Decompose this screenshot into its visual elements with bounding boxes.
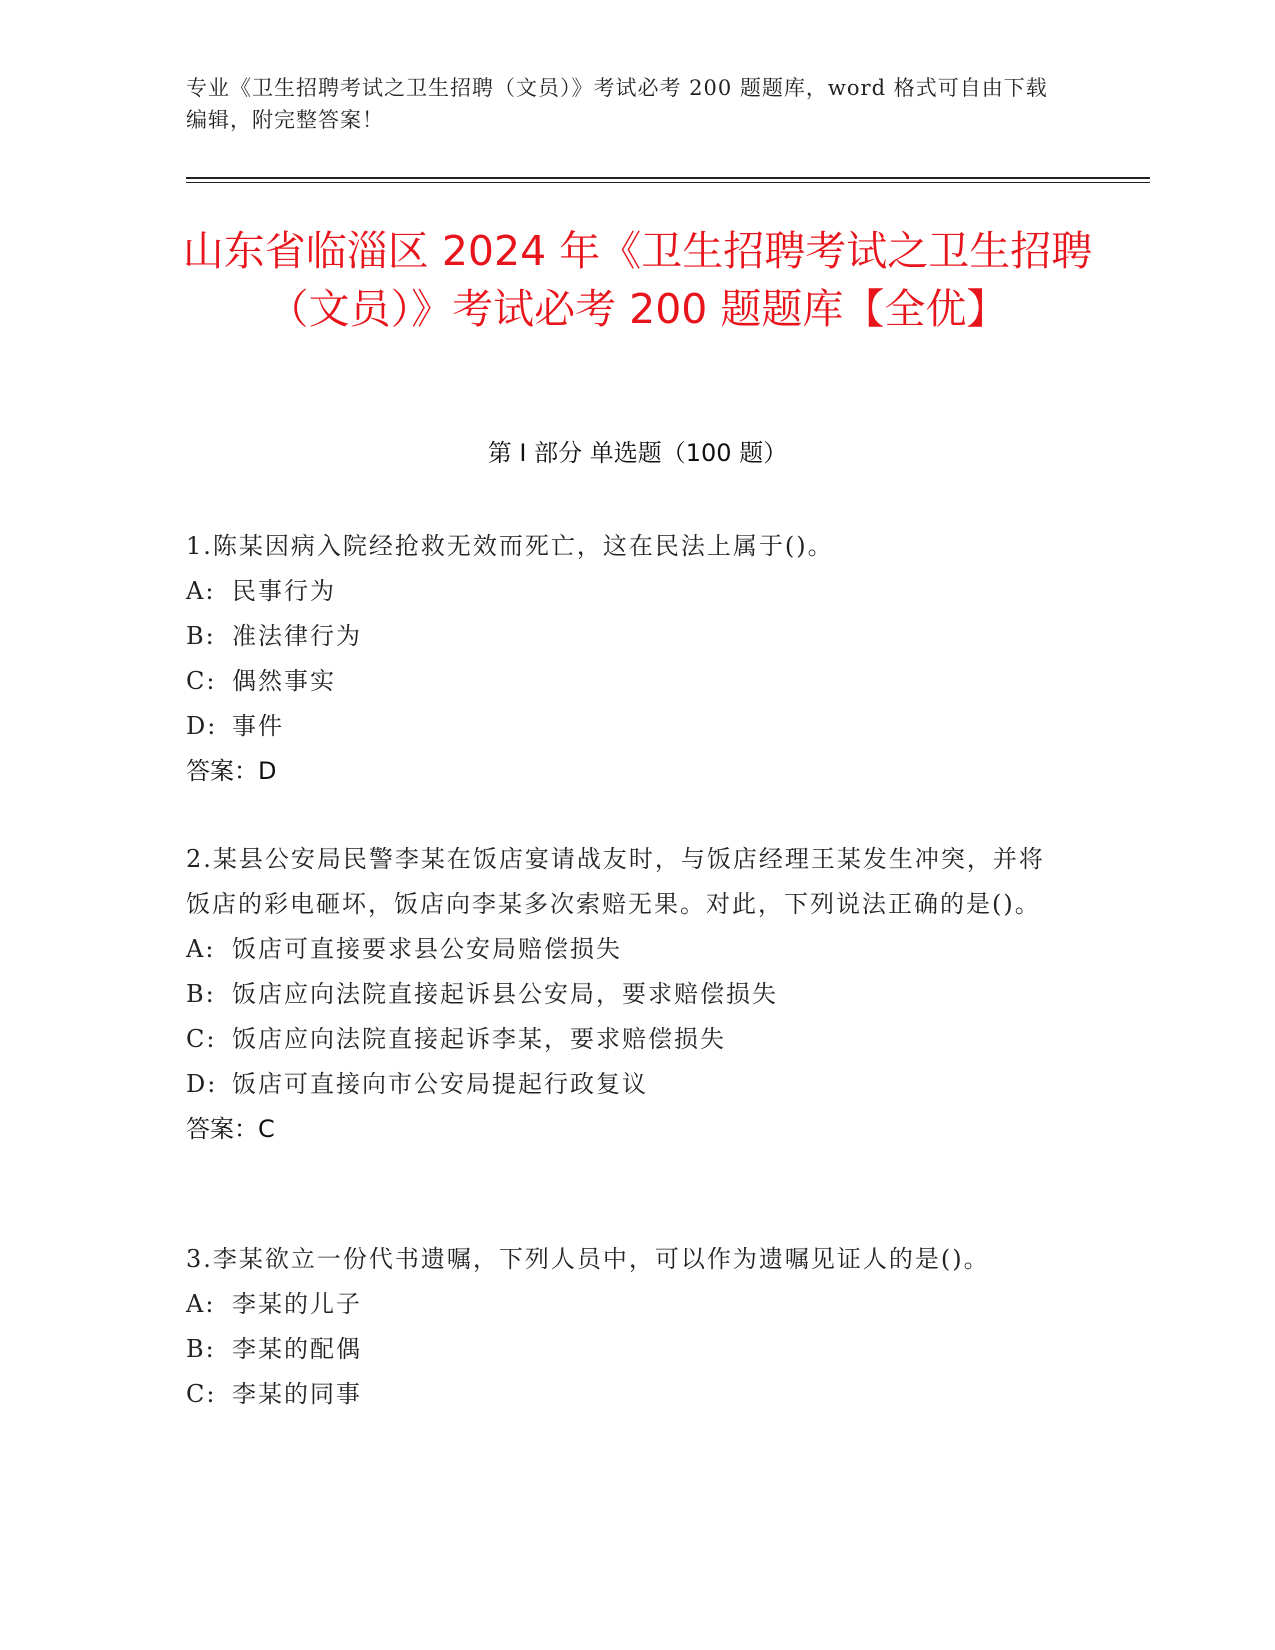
option-text: 饭店可直接要求县公安局赔偿损失 (232, 935, 622, 963)
question-option-c (186, 1017, 1066, 1062)
header-note: 专业《卫生招聘考试之卫生招聘（文员）》考试必考 200 题题库，word 格式可自由下载编辑，附完整答案！ (186, 76, 1048, 132)
question-option-a (186, 927, 1066, 972)
option-key: B: (186, 980, 216, 1008)
section-heading: 第 I 部分 单选题（100 题） (487, 439, 788, 467)
option-text: 准法律行为 (232, 622, 362, 650)
header-divider-thick (186, 177, 1150, 179)
option-text: 李某的儿子 (232, 1290, 362, 1318)
question-option-b (186, 1327, 1066, 1372)
question-option-c (186, 1372, 1066, 1417)
option-text: 李某的同事 (232, 1380, 362, 1408)
question-answer: 答案：C (186, 1115, 275, 1143)
header-divider-thin (186, 182, 1150, 183)
document-title: 山东省临淄区 2024 年《卫生招聘考试之卫生招聘（文员）》考试必考 200 题题库【全优】 (182, 227, 1093, 333)
option-text: 饭店可直接向市公安局提起行政复议 (232, 1070, 648, 1098)
option-key: A: (186, 935, 216, 963)
question-answer: 答案：D (186, 757, 277, 785)
question-1 (186, 524, 1066, 794)
option-key: A: (186, 1290, 216, 1318)
option-key: B: (186, 1335, 216, 1363)
question-stem: 2.某县公安局民警李某在饭店宴请战友时，与饭店经理王某发生冲突，并将饭店的彩电砸坏，饭店向李某多次索赔无果。对此，下列说法正确的是()。 (186, 845, 1045, 918)
option-key: D: (186, 712, 218, 740)
option-text: 饭店应向法院直接起诉县公安局，要求赔偿损失 (232, 980, 778, 1008)
option-key: D: (186, 1070, 218, 1098)
question-stem: 1.陈某因病入院经抢救无效而死亡，这在民法上属于()。 (186, 532, 834, 560)
option-key: C: (186, 1025, 217, 1053)
option-key: C: (186, 667, 217, 695)
question-3 (186, 1237, 1066, 1417)
option-text: 民事行为 (232, 577, 336, 605)
option-key: C: (186, 1380, 217, 1408)
question-2 (186, 837, 1066, 1152)
question-option-a (186, 1282, 1066, 1327)
question-stem: 3.李某欲立一份代书遗嘱，下列人员中，可以作为遗嘱见证人的是()。 (186, 1245, 990, 1273)
question-option-d (186, 704, 1066, 749)
option-text: 偶然事实 (232, 667, 336, 695)
option-text: 饭店应向法院直接起诉李某，要求赔偿损失 (232, 1025, 726, 1053)
question-option-b (186, 972, 1066, 1017)
option-text: 李某的配偶 (232, 1335, 362, 1363)
question-option-c (186, 659, 1066, 704)
question-option-d (186, 1062, 1066, 1107)
option-key: B: (186, 622, 216, 650)
question-option-b (186, 614, 1066, 659)
option-text: 事件 (232, 712, 284, 740)
question-option-a (186, 569, 1066, 614)
option-key: A: (186, 577, 216, 605)
